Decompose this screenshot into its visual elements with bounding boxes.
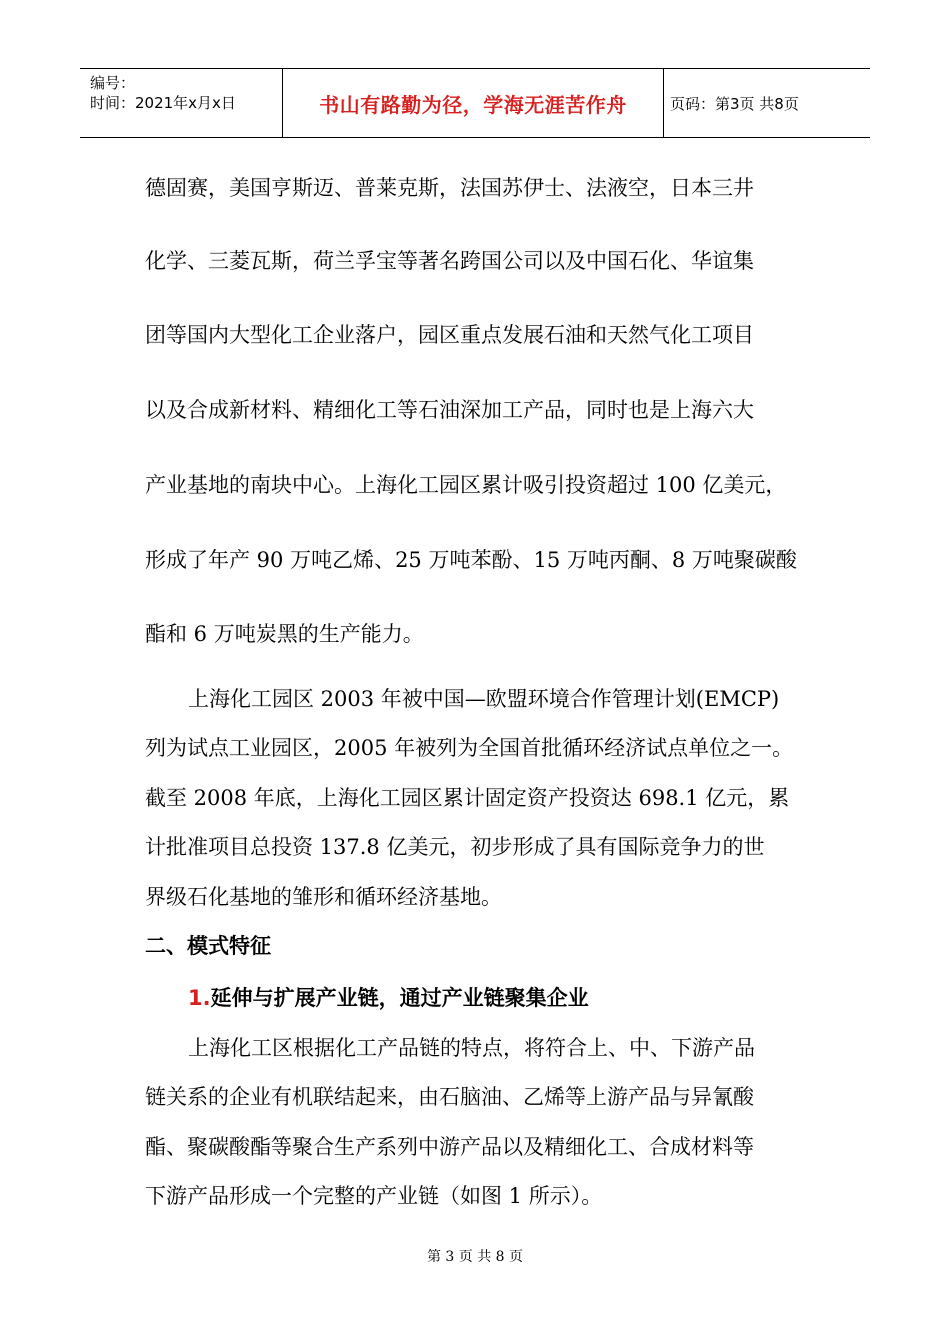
paragraph-3-line: 酯、聚碳酸酯等聚合生产系列中游产品以及精细化工、合成材料等 bbox=[145, 1135, 754, 1159]
paragraph-3-line: 下游产品形成一个完整的产业链（如图 1 所示）。 bbox=[145, 1184, 603, 1208]
paragraph-2-line: 上海化工园区 2003 年被中国—欧盟环境合作管理计划(EMCP) bbox=[188, 687, 780, 711]
paragraph-1-line: 酯和 6 万吨炭黑的生产能力。 bbox=[145, 622, 424, 646]
page-header bbox=[80, 68, 870, 138]
header-number-label: 编号： bbox=[90, 74, 136, 92]
paragraph-1-line: 以及合成新材料、精细化工等石油深加工产品，同时也是上海六大 bbox=[145, 398, 754, 422]
header-page-info: 页码：第3页 共8页 bbox=[670, 94, 799, 113]
header-motto: 书山有路勤为径，学海无涯苦作舟 bbox=[282, 69, 664, 137]
paragraph-3-line: 链关系的企业有机联结起来，由石脑油、乙烯等上游产品与异氰酸 bbox=[145, 1085, 754, 1109]
paragraph-1-line: 团等国内大型化工企业落户，园区重点发展石油和天然气化工项目 bbox=[145, 323, 754, 347]
paragraph-2-line: 计批准项目总投资 137.8 亿美元，初步形成了具有国际竞争力的世 bbox=[145, 835, 765, 859]
paragraph-2-line: 截至 2008 年底，上海化工园区累计固定资产投资达 698.1 亿元，累 bbox=[145, 786, 790, 810]
subsection-title: 延伸与扩展产业链，通过产业链聚集企业 bbox=[210, 986, 589, 1010]
header-meta bbox=[90, 73, 236, 113]
header-date-label: 时间：2021年x月x日 bbox=[90, 94, 236, 112]
paragraph-1-line: 德固赛，美国亨斯迈、普莱克斯，法国苏伊士、法液空，日本三井 bbox=[145, 176, 754, 200]
paragraph-3-line: 上海化工区根据化工产品链的特点，将符合上、中、下游产品 bbox=[188, 1036, 755, 1060]
paragraph-1-line: 化学、三菱瓦斯，荷兰孚宝等著名跨国公司以及中国石化、华谊集 bbox=[145, 249, 754, 273]
paragraph-2-line: 界级石化基地的雏形和循环经济基地。 bbox=[145, 885, 502, 909]
page-footer: 第 3 页 共 8 页 bbox=[426, 1249, 524, 1265]
subsection-number: 1. bbox=[188, 986, 211, 1010]
paragraph-1-line: 形成了年产 90 万吨乙烯、25 万吨苯酚、15 万吨丙酮、8 万吨聚碳酸 bbox=[145, 548, 797, 572]
subsection-heading bbox=[188, 982, 589, 1012]
paragraph-1-line: 产业基地的南块中心。上海化工园区累计吸引投资超过 100 亿美元， bbox=[145, 473, 787, 497]
paragraph-2-line: 列为试点工业园区，2005 年被列为全国首批循环经济试点单位之一。 bbox=[145, 736, 794, 760]
section-heading: 二、模式特征 bbox=[145, 934, 271, 958]
